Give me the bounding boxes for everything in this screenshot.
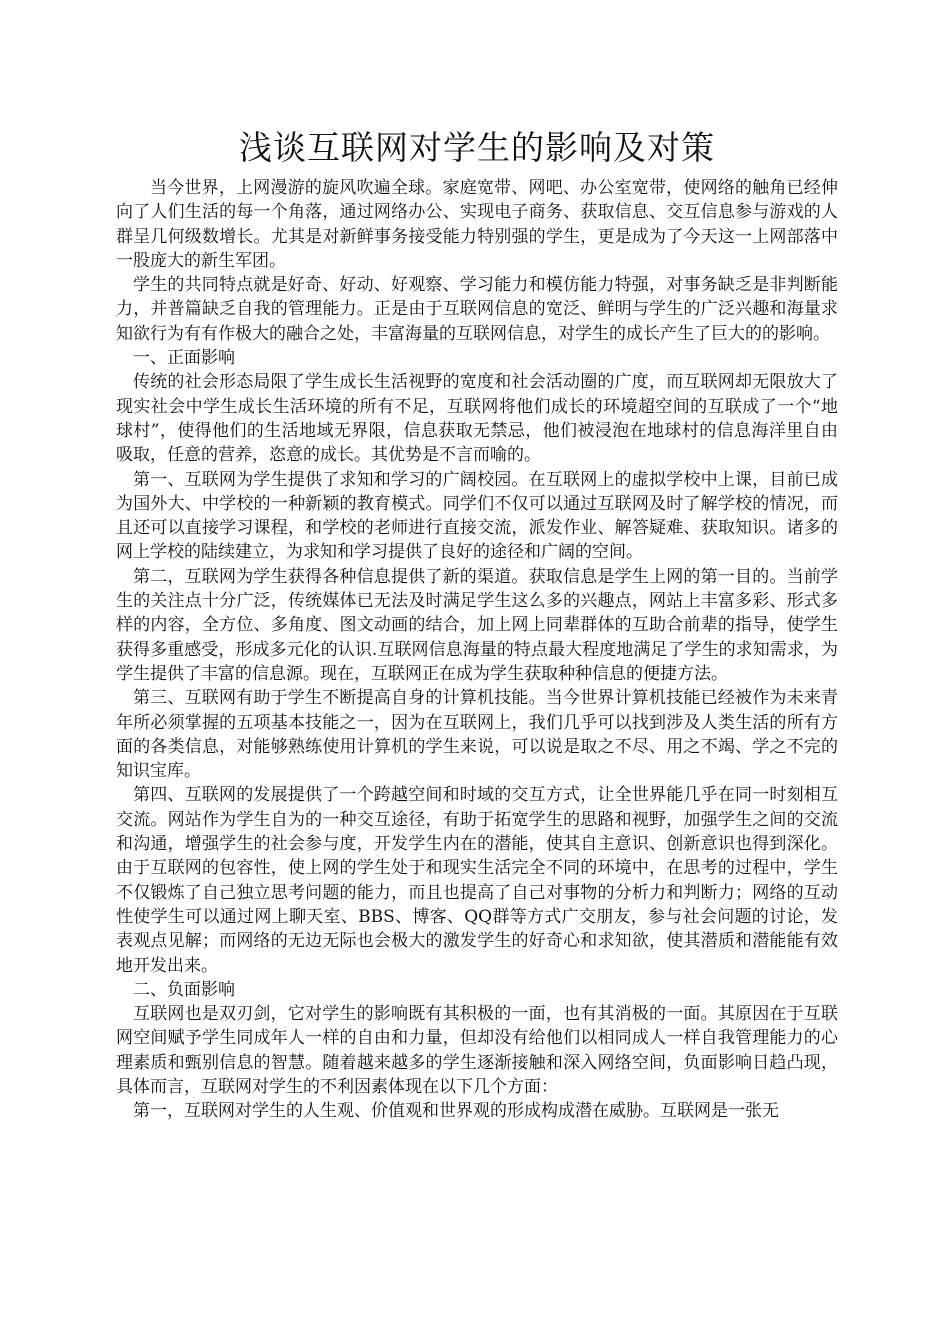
paragraph-student-traits: 学生的共同特点就是好奇、好动、好观察、学习能力和模仿能力特强，对事务缺乏是非判断能力，并普篇缺乏自我的管理能力。正是由于互联网信息的宽泛、鲜明与学生的广泛兴趣和海量求知欲行为有有作极大的融合之处，丰富海量的互联网信息，对学生的成长产生了巨大的的影响。 (116, 275, 838, 344)
section-heading-positive: 一、正面影响 (133, 348, 235, 369)
paragraph-intro: 当今世界，上网漫游的旋风吹遍全球。家庭宽带、网吧、办公室宽带，使网络的触角已经伸向了人们生活的每一个角落，通过网络办公、实现电子商务、获取信息、交互信息参与游戏的人群呈几何级数增长。尤其是对新鲜事务接受能力特别强的学生，更是成为了今天这一上网部落中一股庞大的新生军团。 (116, 178, 838, 271)
paragraph-positive-second: 第二，互联网为学生获得各种信息提供了新的渠道。获取信息是学生上网的第一目的。当前学生的关注点十分广泛，传统媒体已无法及时满足学生这么多的兴趣点，网站上丰富多彩、形式多样的内容，全方位、多角度、图文动画的结合，加上网上同辈群体的互助合前辈的指导，使学生获得多重感受，形成多元化的认识.互联网信息海量的特点最大程度地满足了学生的求知需求，为学生提供了丰富的信息源。现在，互联网正在成为学生获取种种信息的便捷方法。 (116, 566, 838, 684)
paragraph-positive-first: 第一、互联网为学生提供了求知和学习的广阔校园。在互联网上的虚拟学校中上课，目前已成为国外大、中学校的一种新颖的教育模式。同学们不仅可以通过互联网及时了解学校的情况，而且还可以直接学习课程，和学校的老师进行直接交流，派发作业、解答疑难、获取知识。诸多的网上学校的陆续建立，为求知和学习提供了良好的途径和广阔的空间。 (116, 469, 838, 563)
document-page (116, 126, 838, 1124)
paragraph-positive-fourth: 第四、互联网的发展提供了一个跨越空间和时域的交互方式，让全世界能几乎在同一时刻相互交流。网站作为学生自为的一种交互途径，有助于拓宽学生的思路和视野，加强学生之间的交流和沟通，增强学生的社会参与度，开发学生内在的潜能，使其自主意识、创新意识也得到深化。由于互联网的包容性，使上网的学生处于和现实生活完全不同的环境中，在思考的过程中，学生不仅锻炼了自己独立思考问题的能力，而且也提高了自己对事物的分析力和判断力；网络的互动性使学生可以通过网上聊天室、BBS、博客、QQ群等方式广交朋友，参与社会问题的讨论，发表观点见解；而网络的无边无际也会极大的激发学生的好奇心和求知欲，使其潜质和潜能能有效地开发出来。 (116, 785, 838, 976)
paragraph-negative-overview: 互联网也是双刃剑，它对学生的影响既有其积极的一面，也有其消极的一面。其原因在于互联网空间赋予学生同成年人一样的自由和力量，但却没有给他们以相同成人一样自我管理能力的心理素质和甄别信息的智慧。随着越来越多的学生逐渐接触和深入网络空间，负面影响日趋凸现，具体而言，互联网对学生的不利因素体现在以下几个方面： (116, 1004, 838, 1097)
paragraph-positive-third: 第三、互联网有助于学生不断提高自身的计算机技能。当今世界计算机技能已经被作为未来青年所必须掌握的五项基本技能之一，因为在互联网上，我们几乎可以找到涉及人类生活的所有方面的各类信息，对能够熟练使用计算机的学生来说，可以说是取之不尽、用之不竭、学之不完的知识宝库。 (116, 688, 838, 782)
document-title: 浅谈互联网对学生的影响及对策 (239, 128, 715, 167)
section-heading-negative: 二、负面影响 (133, 979, 235, 1000)
paragraph-positive-overview: 传统的社会形态局限了学生成长生活视野的宽度和社会活动圈的广度，而互联网却无限放大了现实社会中学生成长生活环境的所有不足，互联网将他们成长的环境超空间的互联成了一个“地球村”，使得他们的生活地域无界限，信息获取无禁忌，他们被浸泡在地球村的信息海洋里自由吸取，任意的营养，恣意的成长。其优势是不言而喻的。 (116, 372, 838, 466)
paragraph-negative-first: 第一，互联网对学生的人生观、价值观和世界观的形成构成潜在威胁。互联网是一张无 (133, 1101, 779, 1122)
